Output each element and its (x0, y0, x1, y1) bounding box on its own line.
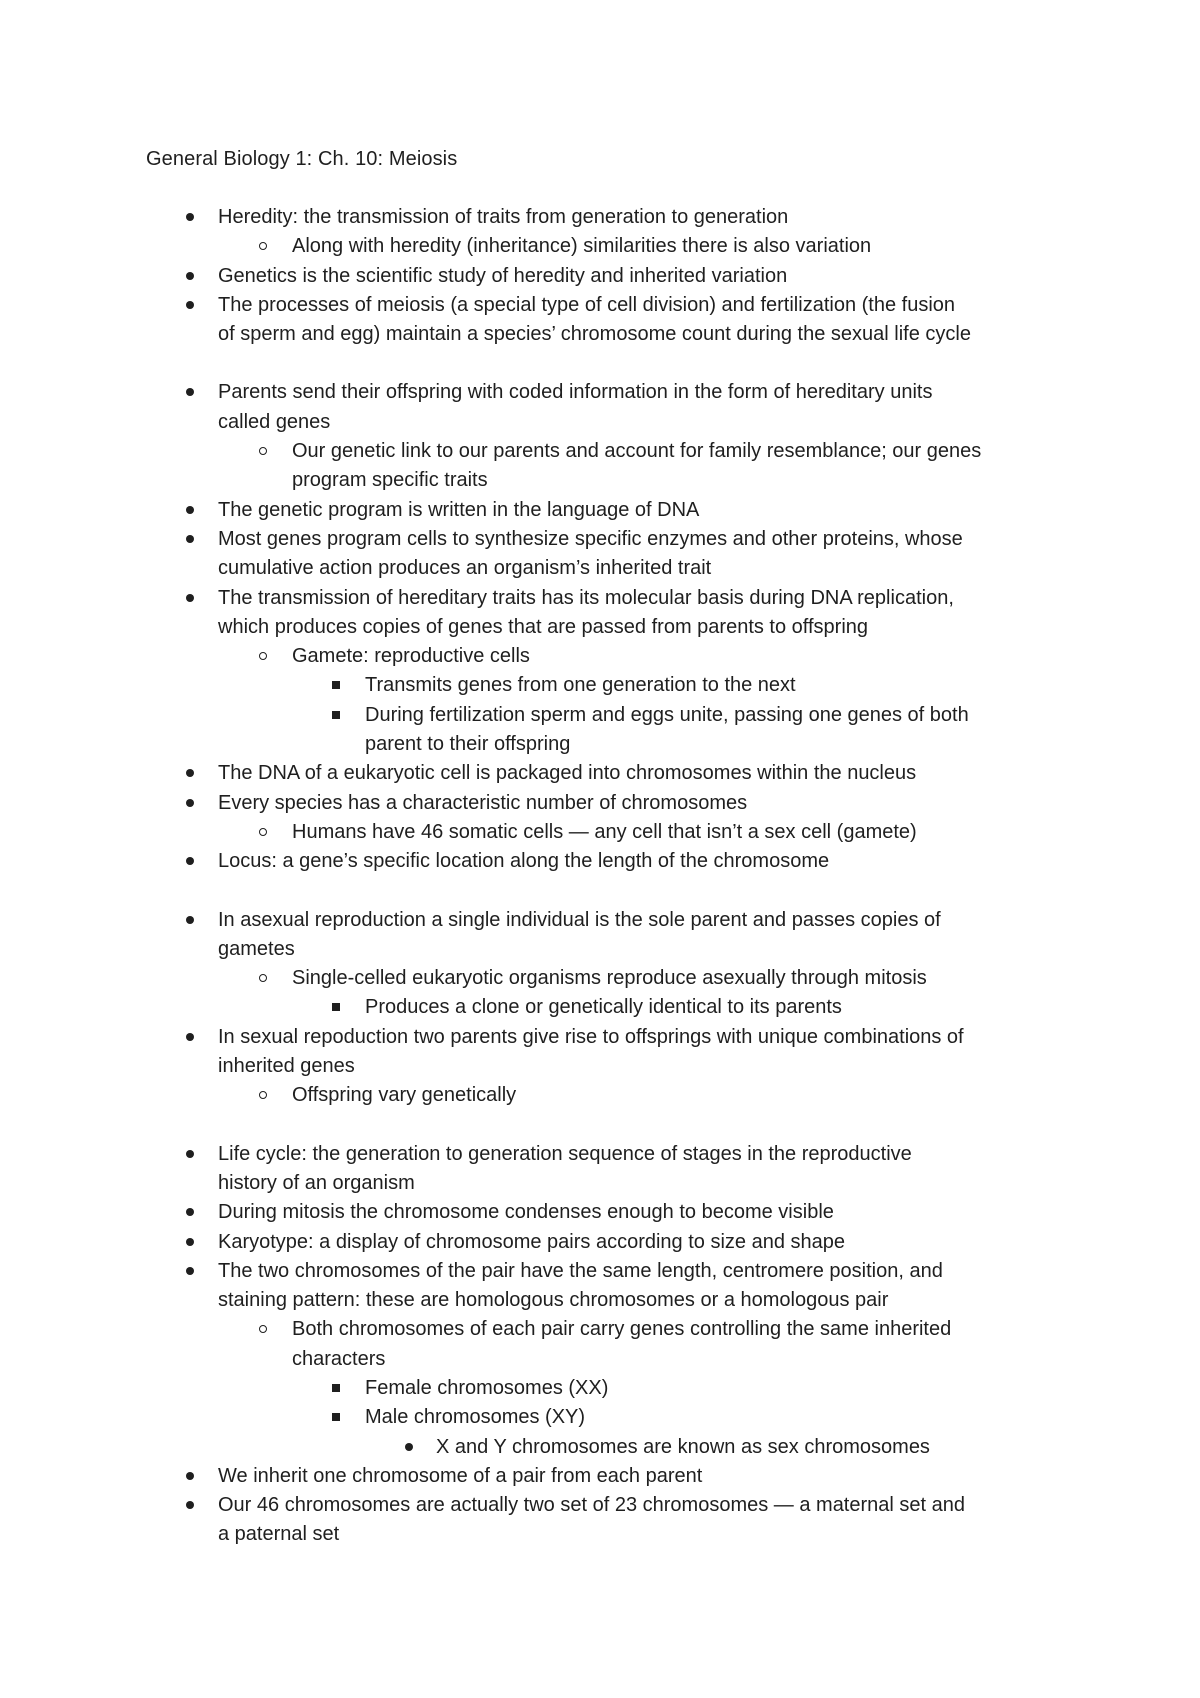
bullet-item (0, 437, 1200, 466)
bullet-text: We inherit one chromosome of a pair from each parent (218, 1464, 703, 1487)
bullet-text: parent to their offspring (365, 733, 571, 756)
bullet-item (0, 584, 1200, 613)
bullet-item (0, 993, 1200, 1022)
bullet-text: Humans have 46 somatic cells — any cell that isn’t a sex cell (gamete) (292, 820, 917, 843)
disc-bullet-icon (186, 799, 194, 807)
bullet-item (0, 906, 1200, 935)
bullet-text: The transmission of hereditary traits has its molecular basis during DNA replication, (218, 586, 954, 609)
bullet-text: Along with heredity (inheritance) similarities there is also variation (292, 235, 872, 258)
disc-bullet-icon (186, 1150, 194, 1158)
bullet-item (0, 964, 1200, 993)
bullet-text: inherited genes (218, 1055, 355, 1078)
bullet-item (0, 1257, 1200, 1286)
bullet-text: which produces copies of genes that are passed from parents to offspring (218, 615, 869, 638)
square-bullet-icon (332, 1413, 340, 1421)
bullet-item (0, 378, 1200, 407)
disc-bullet-icon (405, 1443, 413, 1451)
bullet-item (0, 1140, 1200, 1169)
bullet-item (0, 759, 1200, 788)
bullet-item-continuation (0, 554, 1200, 583)
bullet-text: The DNA of a eukaryotic cell is packaged into chromosomes within the nucleus (218, 762, 917, 785)
bullet-text: The processes of meiosis (a special type of cell division) and fertilization (the fusion (218, 293, 956, 316)
square-bullet-icon (332, 681, 340, 689)
bullet-item-continuation (0, 1286, 1200, 1315)
bullet-text: Gamete: reproductive cells (292, 645, 530, 668)
bullet-text: Offspring vary genetically (292, 1084, 517, 1107)
bullet-item (0, 847, 1200, 876)
bullet-text: staining pattern: these are homologous chromosomes or a homologous pair (218, 1289, 889, 1312)
bullet-item-continuation (0, 1169, 1200, 1198)
bullet-item-continuation (0, 466, 1200, 495)
bullet-item (0, 232, 1200, 261)
disc-bullet-icon (186, 594, 194, 602)
bullet-text: a paternal set (218, 1523, 340, 1546)
disc-bullet-icon (186, 1472, 194, 1480)
bullet-text: of sperm and egg) maintain a species’ chromosome count during the sexual life cycle (218, 323, 971, 346)
bullet-item (0, 671, 1200, 700)
disc-bullet-icon (186, 272, 194, 280)
bullet-text: program specific traits (292, 469, 488, 492)
bullet-text: called genes (218, 410, 331, 433)
disc-bullet-icon (186, 213, 194, 221)
bullet-text: Parents send their offspring with coded information in the form of hereditary units (218, 381, 933, 404)
bullet-item (0, 1315, 1200, 1344)
bullet-text: During fertilization sperm and eggs unite, passing one genes of both (365, 703, 969, 726)
bullet-item (0, 789, 1200, 818)
circle-bullet-icon (259, 652, 267, 660)
bullet-item-continuation (0, 730, 1200, 759)
bullet-text: Both chromosomes of each pair carry genes controlling the same inherited (292, 1318, 952, 1341)
circle-bullet-icon (259, 1325, 267, 1333)
disc-bullet-icon (186, 1238, 194, 1246)
disc-bullet-icon (186, 1267, 194, 1275)
bullet-text: Male chromosomes (XY) (365, 1406, 586, 1429)
bullet-text: In asexual reproduction a single individual is the sole parent and passes copies of (218, 908, 941, 931)
bullet-text: The genetic program is written in the language of DNA (218, 498, 700, 521)
bullet-text: cumulative action produces an organism’s inherited trait (218, 557, 712, 580)
bullet-text: Heredity: the transmission of traits from generation to generation (218, 206, 789, 228)
disc-bullet-icon (186, 388, 194, 396)
square-bullet-icon (332, 1384, 340, 1392)
bullet-item (0, 1228, 1200, 1257)
bullet-text: gametes (218, 937, 295, 960)
bullet-text: Single-celled eukaryotic organisms reproduce asexually through mitosis (292, 967, 927, 990)
disc-bullet-icon (186, 535, 194, 543)
disc-bullet-icon (186, 857, 194, 865)
bullet-text: The two chromosomes of the pair have the same length, centromere position, and (218, 1259, 943, 1282)
bullet-text: Produces a clone or genetically identical to its parents (365, 996, 842, 1019)
bullet-item-continuation (0, 320, 1200, 349)
bullet-text: Genetics is the scientific study of heredity and inherited variation (218, 264, 788, 287)
bullet-item (0, 525, 1200, 554)
bullet-text: Our genetic link to our parents and account for family resemblance; our genes (292, 440, 982, 463)
disc-bullet-icon (186, 1501, 194, 1509)
bullet-item-continuation (0, 1345, 1200, 1374)
bullet-item (0, 1433, 1200, 1462)
disc-bullet-icon (186, 1033, 194, 1041)
bullet-text: Karyotype: a display of chromosome pairs according to size and shape (218, 1230, 846, 1253)
bullet-item (0, 1081, 1200, 1110)
notes-list (0, 203, 1200, 1550)
bullet-text: Locus: a gene’s specific location along the length of the chromosome (218, 850, 830, 873)
bullet-item (0, 1374, 1200, 1403)
square-bullet-icon (332, 1003, 340, 1011)
disc-bullet-icon (186, 506, 194, 514)
bullet-item (0, 1023, 1200, 1052)
bullet-item (0, 642, 1200, 671)
circle-bullet-icon (259, 828, 267, 836)
bullet-item (0, 262, 1200, 291)
bullet-item-continuation (0, 935, 1200, 964)
bullet-text: Female chromosomes (XX) (365, 1376, 609, 1399)
bullet-item-continuation (0, 1520, 1200, 1549)
bullet-item-continuation (0, 408, 1200, 437)
square-bullet-icon (332, 711, 340, 719)
bullet-item (0, 203, 1200, 232)
circle-bullet-icon (259, 447, 267, 455)
bullet-text: history of an organism (218, 1171, 415, 1194)
circle-bullet-icon (259, 974, 267, 982)
bullet-item (0, 1403, 1200, 1432)
bullet-text: Our 46 chromosomes are actually two set of 23 chromosomes — a maternal set and (218, 1494, 966, 1517)
circle-bullet-icon (259, 1091, 267, 1099)
circle-bullet-icon (259, 242, 267, 250)
document-title: General Biology 1: Ch. 10: Meiosis (146, 148, 458, 170)
disc-bullet-icon (186, 1208, 194, 1216)
bullet-text: Life cycle: the generation to generation sequence of stages in the reproductive (218, 1142, 912, 1165)
bullet-text: Transmits genes from one generation to the next (365, 674, 796, 697)
bullet-text: X and Y chromosomes are known as sex chromosomes (436, 1435, 930, 1458)
bullet-text: Every species has a characteristic number of chromosomes (218, 791, 748, 814)
bullet-text: Most genes program cells to synthesize specific enzymes and other proteins, whose (218, 527, 963, 550)
bullet-text: characters (292, 1347, 386, 1370)
bullet-item (0, 701, 1200, 730)
bullet-text: In sexual repoduction two parents give rise to offsprings with unique combinations of (218, 1025, 964, 1048)
bullet-item (0, 818, 1200, 847)
bullet-item (0, 1491, 1200, 1520)
disc-bullet-icon (186, 769, 194, 777)
bullet-item (0, 291, 1200, 320)
disc-bullet-icon (186, 301, 194, 309)
bullet-item (0, 496, 1200, 525)
disc-bullet-icon (186, 916, 194, 924)
bullet-item (0, 1198, 1200, 1227)
bullet-item-continuation (0, 1052, 1200, 1081)
bullet-item-continuation (0, 613, 1200, 642)
bullet-item (0, 1462, 1200, 1491)
bullet-text: During mitosis the chromosome condenses enough to become visible (218, 1201, 834, 1224)
